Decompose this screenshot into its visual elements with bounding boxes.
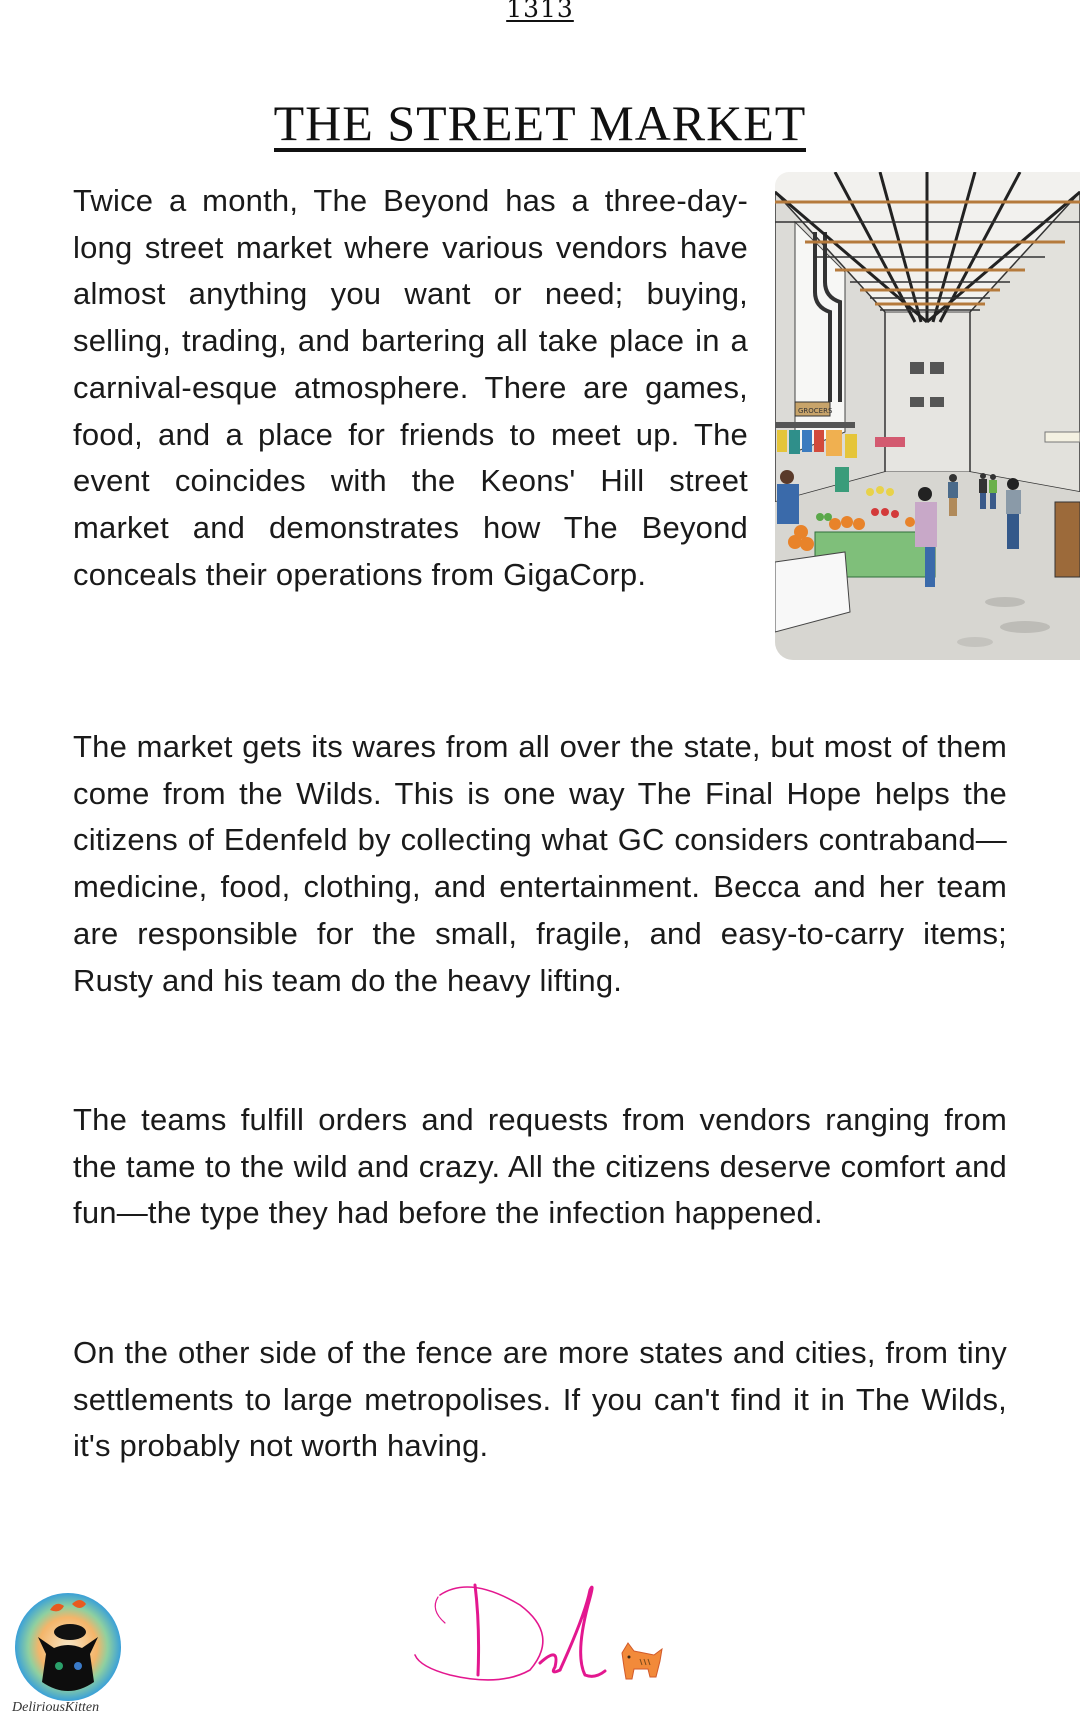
paragraph-teams: The teams fulfill orders and requests from vendors ranging from the tame to the wild and crazy. All the citizens deserve comfort and fun—the type they had before the infection happened.	[73, 1102, 1007, 1231]
paragraph-wares: The market gets its wares from all over the state, but most of them come from the Wilds. This is one way The Final Hope helps the citizens of Edenfeld by collecting what GC considers contraband—medicine, food, clothing, and entertainment. Becca and her team are responsible for the small, fragile, and easy-to-carry items; Rusty and his team do the heavy lifting.	[73, 729, 1007, 998]
del-signature-icon	[410, 1575, 680, 1690]
author-signature	[410, 1575, 680, 1690]
kitten-icon	[622, 1643, 662, 1679]
logo-label: DeliriousKitten	[12, 1700, 100, 1715]
black-cat-logo-icon	[12, 1592, 124, 1702]
market-hall-drawing	[775, 172, 1080, 660]
street-market-illustration	[775, 172, 1080, 660]
page-title-text: THE STREET MARKET	[273, 95, 807, 151]
grocers-sign: GROCERS	[798, 407, 833, 415]
paragraph-intro: Twice a month, The Beyond has a three-day-long street market where various vendors have almost anything you want or need; buying, selling, trading, and bartering all take place in a carnival-esque atmosphere. There are games, food, and a place for friends to meet up. The event coincides with the Keons' Hill street market and demonstrates how The Beyond conceals their operations from GigaCorp.	[73, 183, 748, 592]
page-number	[0, 0, 1080, 24]
paragraph-beyond-fence: On the other side of the fence are more states and cities, from tiny settlements to large metropolises. If you can't find it in The Wilds, it's probably not worth having.	[73, 1335, 1007, 1464]
page-title	[0, 95, 1080, 152]
page-number-text: 1313	[506, 0, 574, 23]
delirious-kitten-logo	[12, 1592, 124, 1702]
